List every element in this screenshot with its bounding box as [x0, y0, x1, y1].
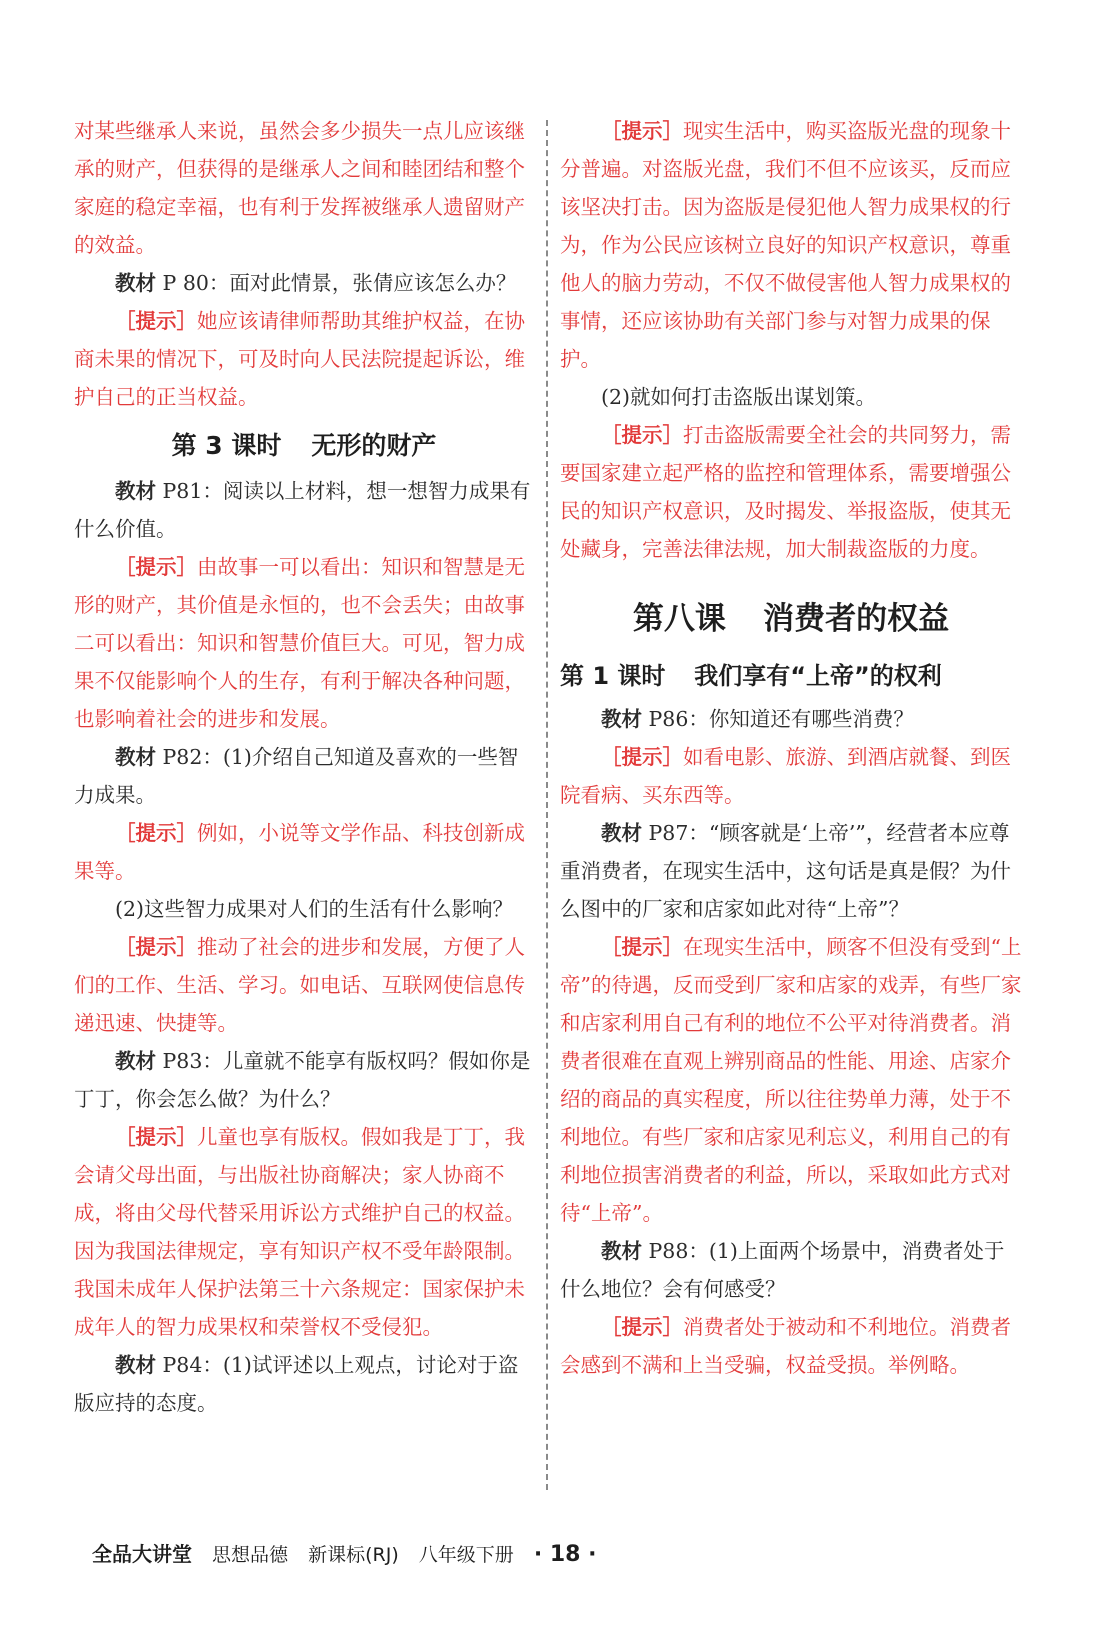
tip-label: ［提示］ — [601, 423, 683, 447]
answer-p82-2: ［提示］推动了社会的进步和发展，方便了人们的工作、生活、学习。如电话、互联网使信息传递迅速、快捷等。 — [74, 935, 525, 1035]
tip-label: ［提示］ — [115, 555, 197, 579]
tip-label: ［提示］ — [601, 119, 683, 143]
textbook-label: 教材 — [115, 479, 156, 503]
question-p84: 教材 P84：(1)试评述以上观点，讨论对于盗版应持的态度。 — [74, 1353, 519, 1415]
page-number: · 18 · — [533, 1542, 597, 1567]
footer-standard: 新课标(RJ) — [308, 1544, 399, 1566]
tip-label: ［提示］ — [601, 745, 683, 769]
question-p86: 教材 P86：你知道还有哪些消费？ — [601, 707, 914, 731]
tip-label: ［提示］ — [115, 309, 197, 333]
answer-p88: ［提示］消费者处于被动和不利地位。消费者会感到不满和上当受骗，权益受损。举例略。 — [560, 1315, 1011, 1377]
question-p84-2: (2)就如何打击盗版出谋划策。 — [601, 385, 877, 409]
tip-label: ［提示］ — [601, 935, 683, 959]
tip-label: ［提示］ — [115, 935, 197, 959]
tip-label: ［提示］ — [115, 1125, 197, 1149]
footer-grade: 八年级下册 — [418, 1544, 514, 1566]
lesson-3-heading: 第 3 课时 无形的财产 — [171, 431, 437, 460]
left-column — [74, 112, 534, 1422]
answer-p83: ［提示］儿童也享有版权。假如我是丁丁，我会请父母出面，与出版社协商解决；家人协商不成，将由父母代替采用诉讼方式维护自己的权益。因为我国法律规定，享有知识产权不受年龄限制。我国未成年人保护法第三十六条规定：国家保护未成年人的智力成果权和荣誉权不受侵犯。 — [74, 1125, 525, 1339]
question-p87: 教材 P87：“顾客就是‘上帝’”，经营者本应尊重消费者，在现实生活中，这句话是真是假？为什么图中的厂家和店家如此对待“上帝”？ — [560, 821, 1011, 921]
answer-continued: 对某些继承人来说，虽然会多少损失一点儿应该继承的财产，但获得的是继承人之间和睦团结和整个家庭的稳定幸福，也有利于发挥被继承人遗留财产的效益。 — [74, 119, 525, 257]
textbook-label: 教材 — [601, 821, 642, 845]
textbook-label: 教材 — [601, 1239, 642, 1263]
question-p80: 教材 P 80：面对此情景，张倩应该怎么办？ — [115, 271, 517, 295]
right-column — [560, 112, 1022, 1384]
textbook-label: 教材 — [115, 271, 156, 295]
footer-subject: 思想品德 — [212, 1544, 289, 1566]
question-p83: 教材 P83：儿童就不能享有版权吗？假如你是丁丁，你会怎么做？为什么？ — [74, 1049, 531, 1111]
answer-p80: ［提示］她应该请律师帮助其维护权益，在协商未果的情况下，可及时向人民法院提起诉讼，维护自己的正当权益。 — [74, 309, 525, 409]
answer-p82-1: ［提示］例如，小说等文学作品、科技创新成果等。 — [74, 821, 525, 883]
textbook-label: 教材 — [115, 745, 156, 769]
lesson-1-heading: 第 1 课时 我们享有“上帝”的权利 — [560, 662, 942, 690]
answer-p87: ［提示］在现实生活中，顾客不但没有受到“上帝”的待遇，反而受到厂家和店家的戏弄，有些厂家和店家利用自己有利的地位不公平对待消费者。消费者很难在直观上辨别商品的性能、用途、店家介绍的商品的真实程度，所以往往势单力薄，处于不利地位。有些厂家和店家见利忘义，利用自己的有利地位损害消费者的利益，所以，采取如此方式对待“上帝”。 — [560, 935, 1022, 1225]
question-p82-2: (2)这些智力成果对人们的生活有什么影响？ — [115, 897, 514, 921]
answer-p84-2: ［提示］打击盗版需要全社会的共同努力，需要国家建立起严格的监控和管理体系，需要增强公民的知识产权意识，及时揭发、举报盗版，使其无处藏身，完善法律法规，加大制裁盗版的力度。 — [560, 423, 1011, 561]
footer-brand: 全品大讲堂 — [92, 1542, 192, 1566]
question-p81: 教材 P81：阅读以上材料，想一想智力成果有什么价值。 — [74, 479, 531, 541]
page-footer — [92, 1538, 597, 1567]
textbook-label: 教材 — [115, 1353, 156, 1377]
question-p88: 教材 P88：(1)上面两个场景中，消费者处于什么地位？会有何感受？ — [560, 1239, 1005, 1301]
tip-label: ［提示］ — [601, 1315, 683, 1339]
chapter-8-heading: 第八课 消费者的权益 — [632, 601, 950, 637]
column-divider — [546, 120, 548, 1490]
textbook-label: 教材 — [601, 707, 642, 731]
answer-p86: ［提示］如看电影、旅游、到酒店就餐、到医院看病、买东西等。 — [560, 745, 1011, 807]
tip-label: ［提示］ — [115, 821, 197, 845]
answer-p81: ［提示］由故事一可以看出：知识和智慧是无形的财产，其价值是永恒的，也不会丢失；由故事二可以看出：知识和智慧价值巨大。可见，智力成果不仅能影响个人的生存，有利于解决各种问题，也影响着社会的进步和发展。 — [74, 555, 525, 731]
textbook-label: 教材 — [115, 1049, 156, 1073]
answer-p84-1: ［提示］现实生活中，购买盗版光盘的现象十分普遍。对盗版光盘，我们不但不应该买，反而应该坚决打击。因为盗版是侵犯他人智力成果权的行为，作为公民应该树立良好的知识产权意识，尊重他人的脑力劳动，不仅不做侵害他人智力成果权的事情，还应该协助有关部门参与对智力成果的保护。 — [560, 119, 1011, 371]
question-p82: 教材 P82：(1)介绍自己知道及喜欢的一些智力成果。 — [74, 745, 519, 807]
